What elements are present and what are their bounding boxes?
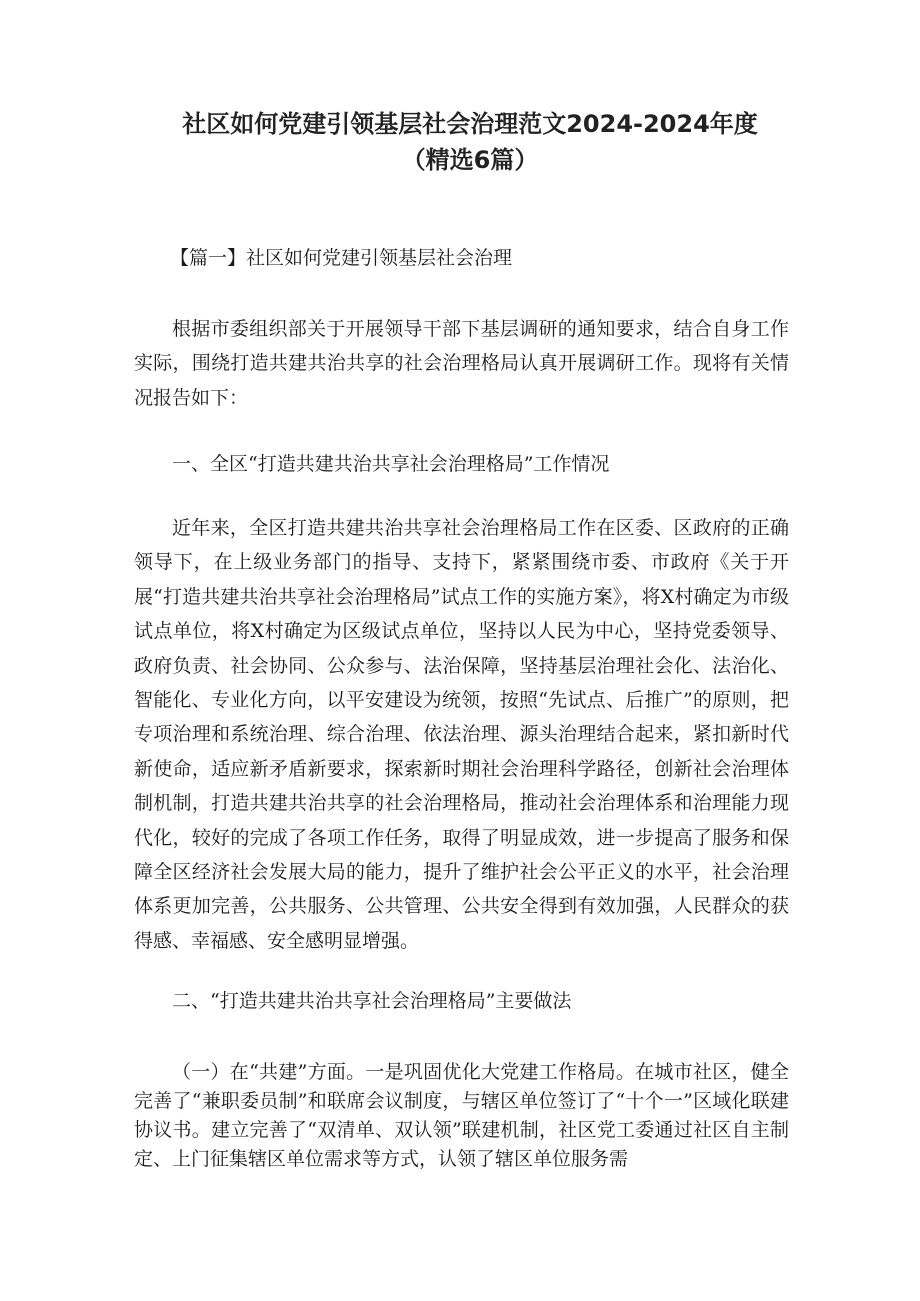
section2-paragraph: （一）在“共建”方面。一是巩固优化大党建工作格局。在城市社区，健全完善了“兼职委员制”和联席会议制度，与辖区单位签订了“十个一”区域化联建协议书。建立完善了“双清单、双认领”联建机制，社区党工委通过社区自主制定、上门征集辖区单位需求等方式，认领了辖区单位服务需 — [134, 1061, 789, 1170]
document-title-line1: 社区如何党建引领基层社会治理范文2024-2024年度 — [182, 110, 758, 138]
section1-heading: 一、全区“打造共建共治共享社会治理格局”工作情况 — [172, 453, 610, 475]
section1-paragraph: 近年来，全区打造共建共治共享社会治理格局工作在区委、区政府的正确领导下，在上级业务部门的指导、支持下，紧紧围绕市委、市政府《关于开展“打造共建共治共享社会治理格局”试点工作的实施方案》，将X村确定为市级试点单位，将X村确定为区级试点单位，坚持以人民为中心，坚持党委领导、政府负责、社会协同、公众参与、法治保障，坚持基层治理社会化、法治化、智能化、专业化方向，以平安建设为统领，按照“先试点、后推广”的原则，把专项治理和系统治理、综合治理、依法治理、源头治理结合起来，紧扣新时代新使命，适应新矛盾新要求，探索新时期社会治理科学路径，创新社会治理体制机制，打造共建共治共享的社会治理格局，推动社会治理体系和治理能力现代化，较好的完成了各项工作任务，取得了明显成效，进一步提高了服务和保障全区经济社会发展大局的能力，提升了维护社会公平正义的水平，社会治理体系更加完善，公共服务、公共管理、公共安全得到有效加强，人民群众的获得感、幸福感、安全感明显增强。 — [134, 517, 789, 952]
intro-paragraph: 根据市委组织部关于开展领导干部下基层调研的通知要求，结合自身工作实际，围绕打造共建共治共享的社会治理格局认真开展调研工作。现将有关情况报告如下： — [134, 318, 789, 409]
document-title-line2: （精选6篇） — [401, 146, 539, 174]
chapter-heading: 【篇一】社区如何党建引领基层社会治理 — [170, 247, 513, 269]
section2-heading: 二、“打造共建共治共享社会治理格局”主要做法 — [172, 990, 572, 1012]
